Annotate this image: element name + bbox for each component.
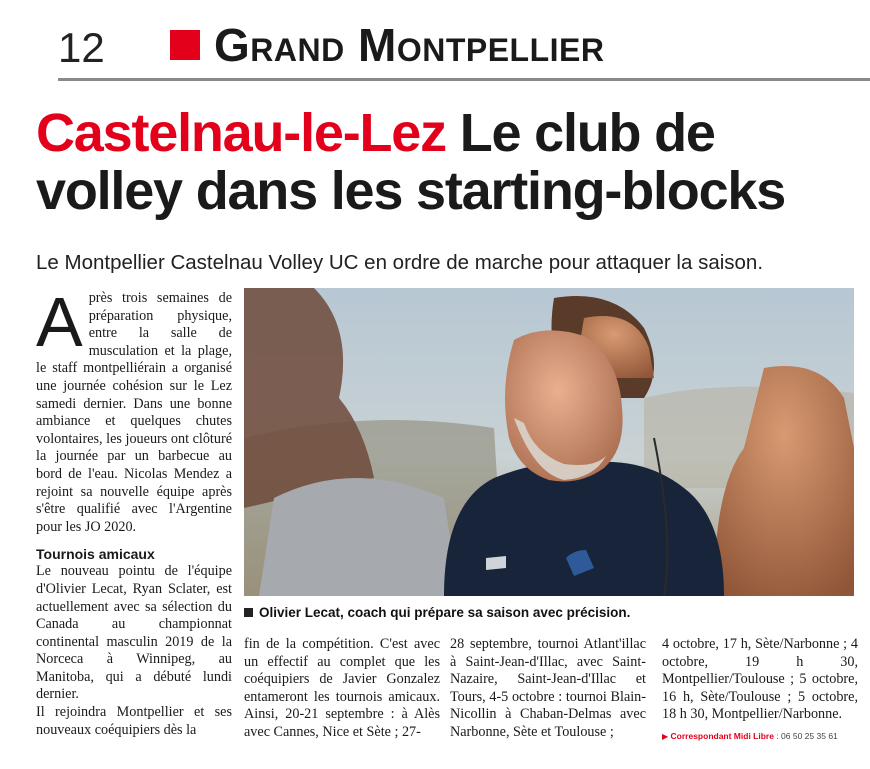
dropcap: A bbox=[36, 283, 83, 361]
column-2-text: fin de la compétition. C'est avec un effectif au complet que les coéquipiers de Javier Gonzalez entameront les tournois amicaux. Ainsi, 20-21 septembre : à Alès avec Cannes, Nice et Sète ; 27- bbox=[244, 636, 440, 740]
column-4 bbox=[662, 636, 858, 746]
headline-text: Le club de volley dans les starting-blocks bbox=[36, 103, 786, 221]
paragraph-2: Le nouveau pointu de l'équipe d'Olivier Lecat, Ryan Sclater, est actuellement avec sa sélection du Canada au championnat continental masculin 2019 de la Norceca à Winnipeg, au Manitoba, qui a débuté lundi dernier. bbox=[36, 563, 232, 703]
column-1 bbox=[36, 283, 232, 739]
paragraph-3: Il rejoindra Montpellier et ses nouveaux coéquipiers dès la bbox=[36, 704, 232, 738]
intro-paragraph: près trois semaines de préparation physique, entre la salle de musculation et la plage, le staff montpelliérain a organisé une journée cohésion sur le Lez samedi dernier. Dans une bonne ambiance et quelques chutes volontaires, les joueurs ont clôturé la journée par un barbecue au bord de l'eau. Nicolas Mendez a rejoint sa nouvelle équipe après s'être qualifié avec l'Argentine pour les JO 2020. bbox=[36, 290, 232, 535]
correspondent-phone: : 06 50 25 35 61 bbox=[776, 730, 838, 741]
section-title: Grand Montpellier bbox=[214, 19, 605, 71]
column-4-text: 4 octobre, 17 h, Sète/Narbonne ; 4 octobre, 19 h 30, Montpellier/Toulouse ; 5 octobre, 16 h, Sète/Toulouse ; 5 octobre, 18 h 30, Montpellier/Narbonne. bbox=[662, 636, 858, 723]
subhead: Le Montpellier Castelnau Volley UC en ordre de marche pour attaquer la saison. bbox=[36, 251, 764, 274]
page-number: 12 bbox=[58, 24, 105, 71]
correspondent-credit bbox=[662, 728, 858, 746]
subtitle-tournois: Tournois amicaux bbox=[36, 546, 155, 563]
caption-text: Olivier Lecat, coach qui prépare sa saison avec précision. bbox=[259, 605, 631, 620]
photo-illustration bbox=[244, 288, 854, 596]
header-rule bbox=[58, 78, 870, 81]
column-3-text: 28 septembre, tournoi Atlant'illac à Saint-Jean-d'Illac, avec Saint-Nazaire, Saint-Jean-d'Illac et Tours, 4-5 octobre : tournoi Blain-Nicollin à Chaban-Delmas avec Narbonne, Sète et Toulouse ; bbox=[450, 636, 646, 740]
section-marker bbox=[170, 30, 200, 60]
headline-kicker: Castelnau-le-Lez bbox=[36, 103, 446, 163]
article-photo bbox=[244, 288, 854, 596]
photo-caption bbox=[244, 605, 630, 620]
column-3 bbox=[450, 636, 646, 742]
correspondent-label: Correspondant Midi Libre bbox=[670, 730, 774, 741]
triangle-right-icon: ▶ bbox=[662, 731, 669, 741]
headline bbox=[36, 104, 856, 220]
caption-square-icon bbox=[244, 608, 253, 617]
column-2 bbox=[244, 636, 440, 742]
